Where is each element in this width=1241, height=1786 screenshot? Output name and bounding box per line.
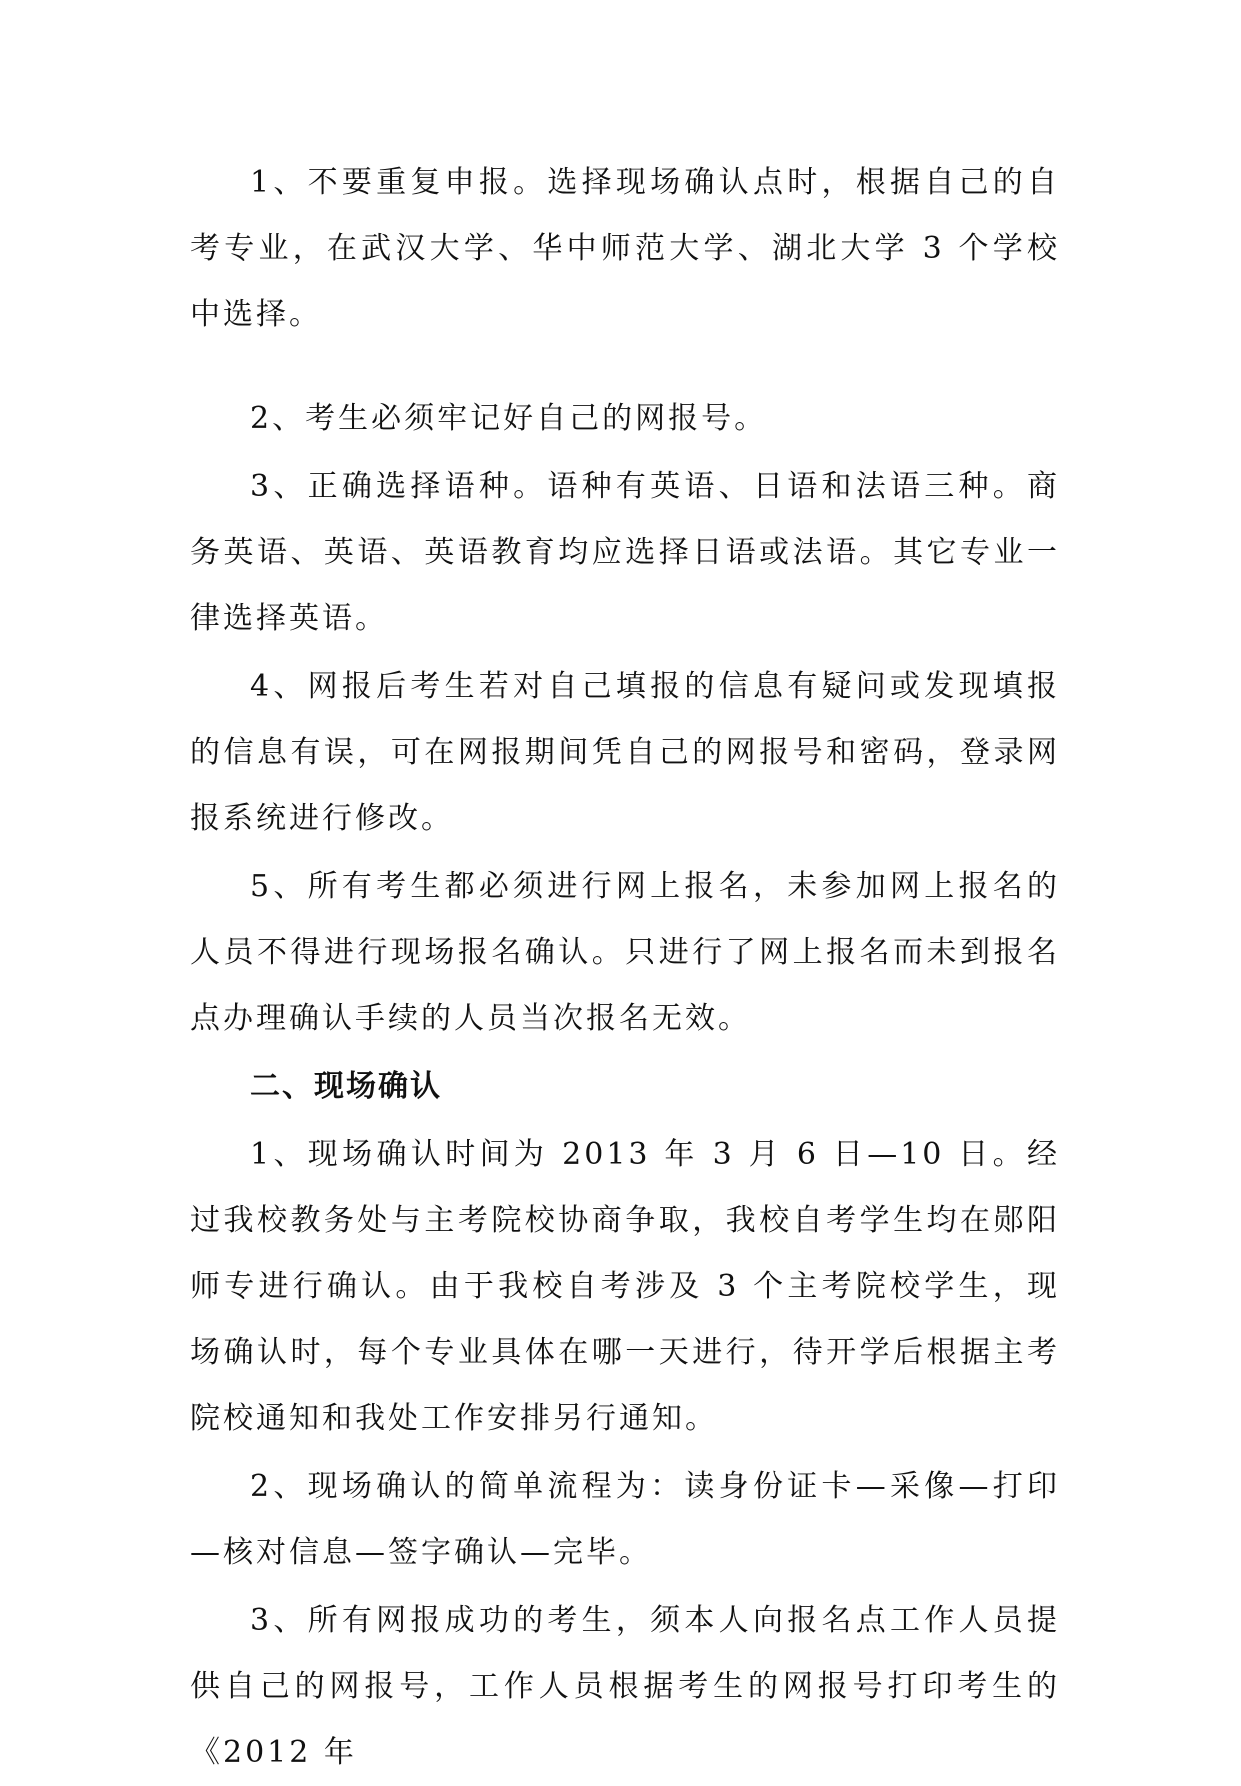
- paragraph-choose-language: 3、正确选择语种。语种有英语、日语和法语三种。商务英语、英语、英语教育均应选择日语或法语。其它专业一律选择英语。: [190, 469, 1060, 636]
- document-body: [190, 150, 1060, 1786]
- paragraph-remember-registration-number: 2、考生必须牢记好自己的网报号。: [250, 401, 768, 436]
- paragraph-provide-registration-number: 3、所有网报成功的考生，须本人向报名点工作人员提供自己的网报号，工作人员根据考生的网报号打印考生的《2012 年: [190, 1603, 1060, 1770]
- section-heading-onsite-confirmation: 二、现场确认: [250, 1069, 442, 1104]
- paragraph-confirmation-time: 1、现场确认时间为 2013 年 3 月 6 日—10 日。经过我校教务处与主考院校协商争取，我校自考学生均在郧阳师专进行确认。由于我校自考涉及 3 个主考院校学生，现场确认时，每个专业具体在哪一天进行，待开学后根据主考院校通知和我处工作安排另行通知。: [190, 1137, 1060, 1436]
- paragraph-modify-information: 4、网报后考生若对自己填报的信息有疑问或发现填报的信息有误，可在网报期间凭自己的网报号和密码，登录网报系统进行修改。: [190, 669, 1060, 836]
- paragraph-confirmation-process: 2、现场确认的简单流程为：读身份证卡—采像—打印—核对信息—签字确认—完毕。: [190, 1469, 1060, 1570]
- paragraph-online-registration-required: 5、所有考生都必须进行网上报名，未参加网上报名的人员不得进行现场报名确认。只进行了网上报名而未到报名点办理确认手续的人员当次报名无效。: [190, 869, 1060, 1036]
- paragraph-no-duplicate-application: 1、不要重复申报。选择现场确认点时，根据自己的自考专业，在武汉大学、华中师范大学、湖北大学 3 个学校中选择。: [190, 165, 1060, 332]
